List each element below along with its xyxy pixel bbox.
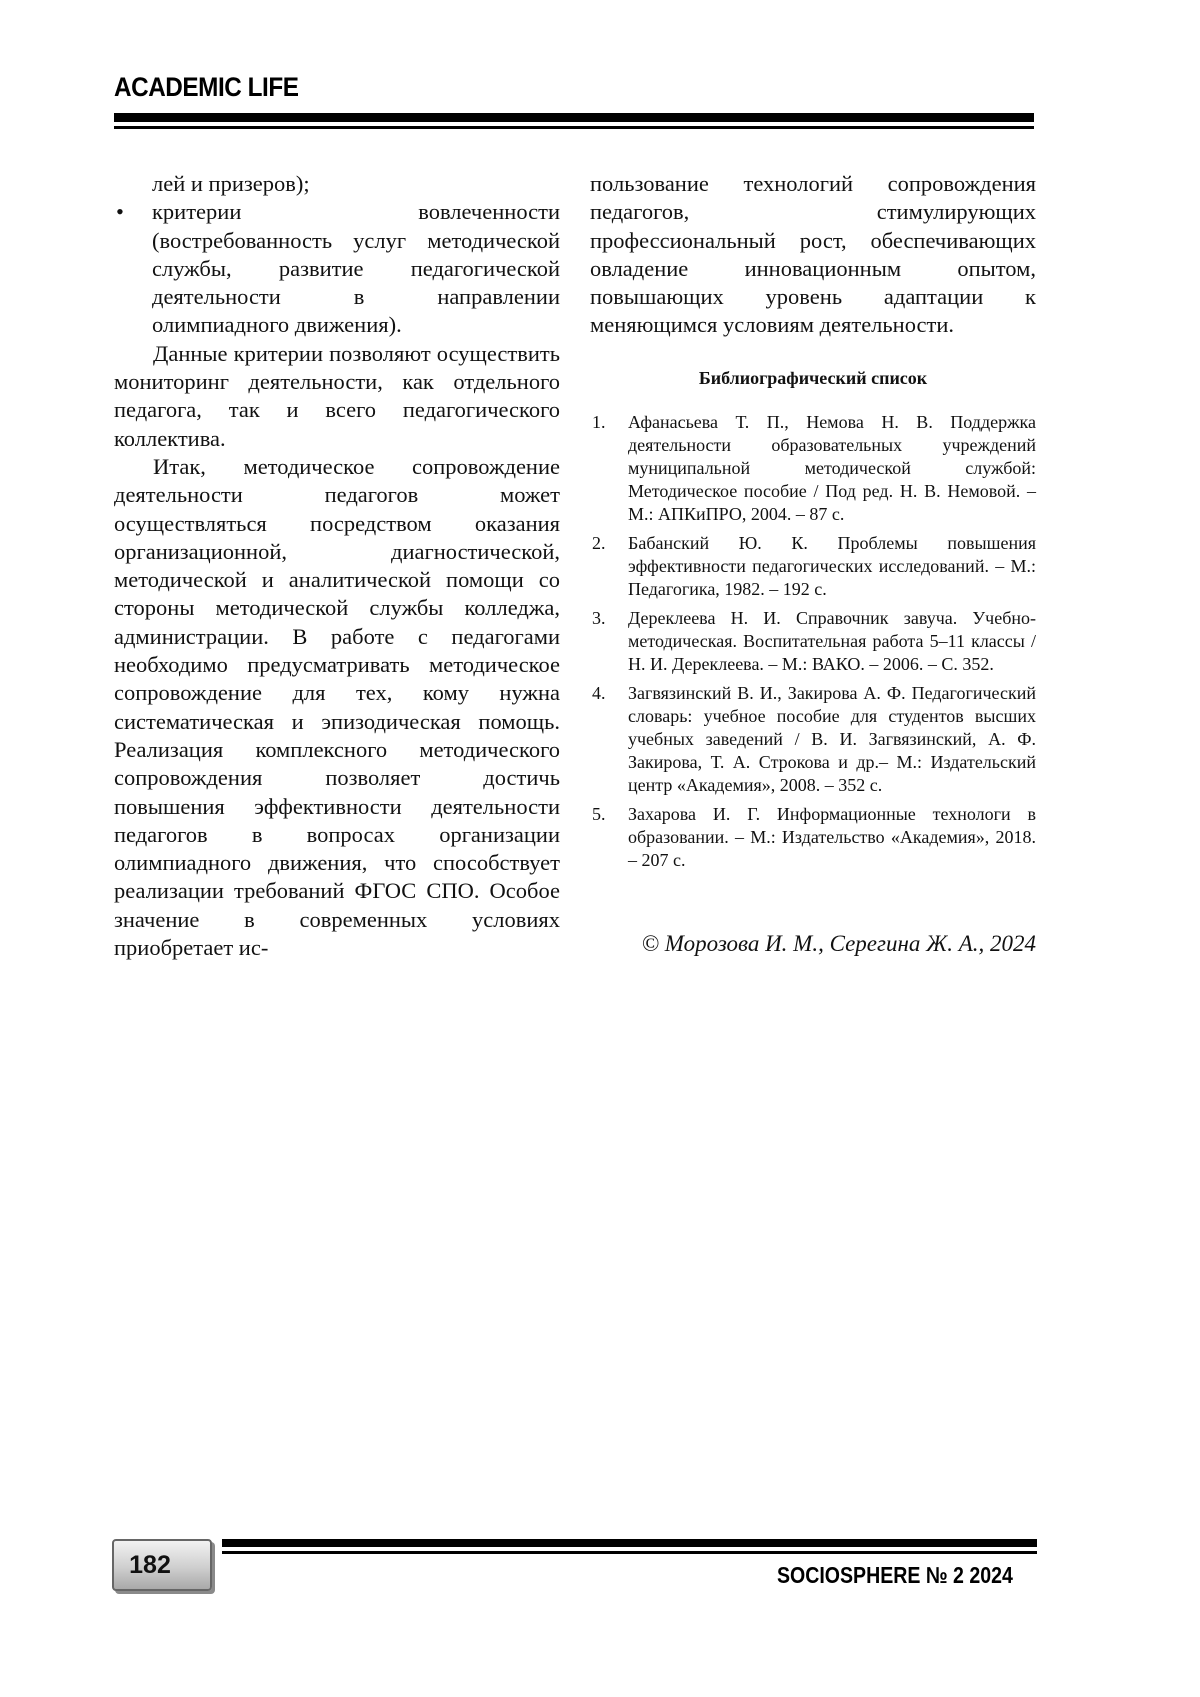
running-header-title: ACADEMIC LIFE	[114, 72, 299, 102]
bullet-list-item	[114, 198, 560, 339]
bibliography-entry-text: Бабанский Ю. К. Проблемы повышения эффективности педагогических исследований. – М.: Педагогика, 1982. – 192 с.	[628, 533, 1036, 599]
copyright-line: © Морозова И. М., Серегина Ж. А., 2024	[641, 931, 1036, 956]
continued-paragraph: пользование технологий сопровождения педагогов, стимулирующих профессиональный рост, обеспечивающих овладение инновационным опытом, повышающих уровень адаптации к меняющимся условиям деятельности.	[590, 171, 1036, 338]
bibliography-entry-text: Афанасьева Т. П., Немова Н. В. Поддержка деятельности образовательных учреждений муниципальной методической службой: Методическое пособие / Под ред. Н. В. Немовой. – М.: АПКиПРО, 2004. – 87 с.	[628, 412, 1036, 524]
bibliography-entry	[590, 682, 1036, 797]
journal-name: SOCIOSPHERE № 2 2024	[777, 1562, 1013, 1588]
footer-rule-thin	[222, 1551, 1037, 1554]
bibliography-entry	[590, 411, 1036, 526]
bullet-text: критерии вовлеченности (востребованность услуг методической службы, развитие педагогической деятельности в направлении олимпиадного движения).	[152, 199, 560, 338]
bibliography-entry-number: 3.	[592, 608, 606, 628]
bibliography-entry-number: 1.	[592, 412, 606, 432]
continued-list-line: лей и призеров);	[152, 171, 310, 196]
bibliography-entry	[590, 803, 1036, 872]
bibliography-entry-text: Дереклеева Н. И. Справочник завуча. Учебно-методическая. Воспитательная работа 5–11 классы / Н. И. Дереклеева. – М.: ВАКО. – 2006. – С. 352.	[628, 608, 1036, 674]
body-paragraph: Данные критерии позволяют осуществить мониторинг деятельности, как отдельного педагога, так и всего педагогического коллектива.	[114, 340, 560, 451]
bibliography-entry-text: Захарова И. Г. Информационные технологи в образовании. – М.: Издательство «Академия», 2018. – 207 с.	[628, 804, 1036, 870]
left-column	[114, 170, 560, 962]
bibliography-heading: Библиографический список	[698, 368, 928, 388]
page-number-badge	[112, 1539, 212, 1591]
bibliography-entry-text: Загвязинский В. И., Закирова А. Ф. Педагогический словарь: учебное пособие для студентов высших учебных заведений / В. И. Загвязинский, А. Ф. Закирова, Т. А. Строкова и др.– М.: Издательский центр «Академия», 2008. – 352 с.	[628, 683, 1036, 795]
bibliography-entry-number: 5.	[592, 804, 606, 824]
bibliography-entry-number: 2.	[592, 533, 606, 553]
bibliography-entry-number: 4.	[592, 683, 606, 703]
footer-rule-thick	[222, 1539, 1037, 1547]
body-paragraph: Итак, методическое сопровождение деятельности педагогов может осуществляться посредством оказания организационной, диагностической, методической и аналитической помощи со стороны методической службы колледжа, администрации. В работе с педагогами необходимо предусматривать методическое сопровождение для тех, кому нужна систематическая и эпизодическая помощь. Реализация комплексного методического сопровождения позволяет достичь повышения эффективности деятельности педагогов в вопросах организации олимпиадного движения, что способствует реализации требований ФГОС СПО. Особое значение в современных условиях приобретает ис-	[114, 453, 560, 961]
bibliography-entry	[590, 532, 1036, 601]
bibliography-entry	[590, 607, 1036, 676]
right-column	[590, 170, 1036, 340]
header-rule-thick	[114, 113, 1034, 122]
header-rule-thin	[114, 126, 1034, 129]
page-number: 182	[129, 1551, 171, 1579]
bibliography-list	[590, 411, 1036, 878]
bullet-icon: •	[116, 199, 124, 225]
